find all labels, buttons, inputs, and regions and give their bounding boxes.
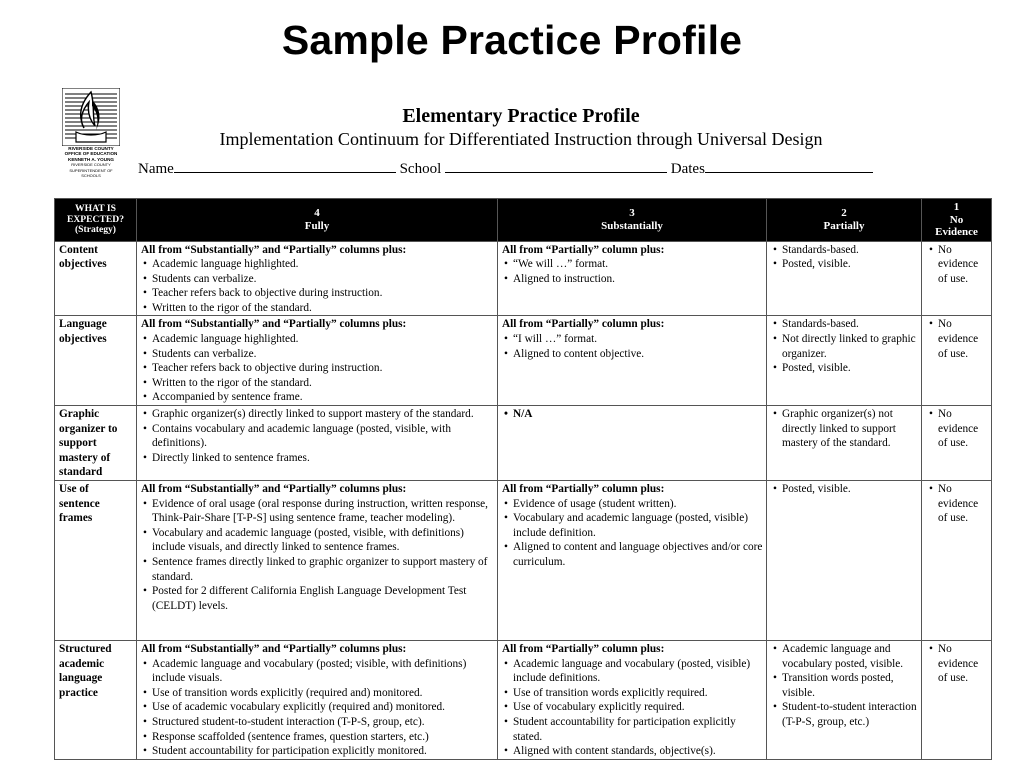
- criteria-list: [502, 657, 763, 759]
- strategy-cell: [55, 241, 137, 316]
- header-line: EXPECTED?: [66, 213, 125, 225]
- fully-cell: [137, 641, 498, 760]
- header-partially: [767, 199, 922, 242]
- partially-cell: [767, 316, 922, 406]
- list-item: • Written to the rigor of the standard.: [152, 376, 494, 391]
- table-row: [55, 641, 992, 760]
- dates-label: Dates: [670, 161, 705, 177]
- strategy-line: Structured: [59, 643, 112, 655]
- header-line: Evidence: [935, 226, 978, 238]
- strategy-line: support: [59, 437, 97, 450]
- strategy-line: language: [59, 672, 103, 685]
- list-item: • Student accountability for participation explicitly monitored.: [152, 744, 494, 759]
- strategy-line: standard: [59, 466, 103, 479]
- logo-line: KENNETH A. YOUNG: [68, 156, 114, 162]
- no-evidence-cell: [922, 481, 992, 641]
- criteria-list: [141, 332, 494, 405]
- list-item: • Academic language and vocabulary (posted, visible) include definitions.: [513, 657, 763, 686]
- partially-cell: [767, 641, 922, 760]
- school-field[interactable]: [445, 158, 667, 173]
- strategy-line: organizer to: [59, 422, 118, 435]
- practice-profile-table: [54, 198, 992, 760]
- criteria-list: [502, 332, 763, 361]
- criteria-list: [926, 407, 988, 451]
- table-row: [55, 481, 992, 641]
- list-item: • Posted, visible.: [782, 257, 918, 272]
- list-item: • Academic language highlighted.: [152, 257, 494, 272]
- list-item: • Standards-based.: [782, 243, 918, 258]
- list-item: • No evidence of use.: [938, 317, 988, 361]
- slide-title: Sample Practice Profile: [281, 17, 743, 63]
- list-item: • Evidence of oral usage (oral response during instruction, written response, Think-Pair-Share [T-P-S] using sentence frame, teacher modeling).: [152, 497, 494, 526]
- list-item: • Graphic organizer(s) directly linked to support mastery of the standard.: [152, 407, 494, 422]
- no-evidence-cell: [922, 316, 992, 406]
- strategy-line: Content: [59, 243, 98, 256]
- fully-cell: [137, 406, 498, 481]
- list-item: • Response scaffolded (sentence frames, question starters, etc.): [152, 730, 494, 745]
- strategy-line: objectives: [59, 333, 107, 346]
- list-item: • Aligned to content objective.: [513, 347, 763, 362]
- criteria-list: [771, 407, 918, 451]
- list-item: • Standards-based.: [782, 317, 918, 332]
- list-item: • Student-to-student interaction (T-P-S, group, etc.): [782, 700, 918, 729]
- list-item: • Transition words posted, visible.: [782, 671, 918, 700]
- criteria-list: [502, 497, 763, 570]
- criteria-list: [141, 657, 494, 759]
- list-item: • Evidence of usage (student written).: [513, 497, 763, 512]
- list-item: • Posted for 2 different California English Language Development Test (CELDT) levels.: [152, 584, 494, 613]
- fully-cell: [137, 316, 498, 406]
- strategy-line: sentence: [59, 497, 100, 510]
- list-item: • Use of academic vocabulary explicitly (required and) monitored.: [152, 700, 494, 715]
- list-item: • No evidence of use.: [938, 243, 988, 287]
- strategy-cell: [55, 316, 137, 406]
- criteria-list: [771, 482, 918, 497]
- document-title: Elementary Practice Profile: [402, 105, 640, 127]
- no-evidence-cell: [922, 406, 992, 481]
- criteria-list: [771, 642, 918, 730]
- list-item: • Structured student-to-student interaction (T-P-S, group, etc).: [152, 715, 494, 730]
- document-subtitle: Implementation Continuum for Differentiated Instruction through Universal Design: [219, 129, 823, 149]
- substantially-cell: [498, 241, 767, 316]
- list-item: • Posted, visible.: [782, 361, 918, 376]
- cell-lead: All from “Substantially” and “Partially” columns plus:: [141, 243, 407, 256]
- header-line: Substantially: [601, 219, 663, 232]
- criteria-list: [926, 317, 988, 361]
- list-item: • Accompanied by sentence frame.: [152, 390, 494, 405]
- list-item: • Aligned with content standards, objective(s).: [513, 744, 763, 759]
- strategy-line: Use of: [59, 483, 89, 495]
- strategy-line: objectives: [59, 258, 107, 271]
- list-item: • Student accountability for participation explicitly stated.: [513, 715, 763, 744]
- header-substantially: [498, 199, 767, 242]
- criteria-list: [141, 407, 494, 465]
- cell-lead: All from “Partially” column plus:: [502, 483, 665, 495]
- fully-cell: [137, 481, 498, 641]
- list-item: • Students can verbalize.: [152, 272, 494, 287]
- name-field[interactable]: [174, 158, 396, 173]
- header-strategy: [55, 199, 137, 242]
- list-item: • No evidence of use.: [938, 407, 988, 451]
- header-no-evidence: [922, 199, 992, 242]
- logo-caption: [60, 146, 122, 178]
- header-line: 3: [629, 207, 635, 220]
- criteria-list: [502, 257, 763, 286]
- strategy-line: Graphic: [59, 408, 100, 421]
- list-item: • Academic language highlighted.: [152, 332, 494, 347]
- header-line: No: [949, 213, 964, 226]
- header-line: 4: [314, 207, 320, 220]
- table-row: [55, 406, 992, 481]
- strategy-line: academic: [59, 657, 105, 670]
- list-item: • Academic language and vocabulary posted, visible.: [782, 642, 918, 671]
- list-item: • Aligned to instruction.: [513, 272, 763, 287]
- table-header-row: [55, 199, 992, 242]
- list-item: • Posted, visible.: [782, 482, 918, 497]
- criteria-list: [502, 407, 763, 422]
- list-item: • Academic language and vocabulary (posted; visible, with definitions) include visuals.: [152, 657, 494, 686]
- strategy-line: Language: [59, 318, 107, 331]
- strategy-cell: [55, 406, 137, 481]
- logo-line: OFFICE OF EDUCATION: [64, 151, 118, 157]
- no-evidence-cell: [922, 241, 992, 316]
- list-item: • Teacher refers back to objective during instruction.: [152, 361, 494, 376]
- list-item: • Sentence frames directly linked to graphic organizer to support mastery of standard.: [152, 555, 494, 584]
- strategy-line: frames: [59, 512, 93, 525]
- cell-lead: All from “Partially” column plus:: [502, 243, 665, 256]
- partially-cell: [767, 406, 922, 481]
- list-item: • Vocabulary and academic language (posted, visible, with definitions) include visuals, and directly linked to sentence frames.: [152, 526, 494, 555]
- header-fields: [138, 158, 918, 178]
- list-item: • Students can verbalize.: [152, 347, 494, 362]
- logo-line: RIVERSIDE COUNTY: [68, 146, 114, 151]
- substantially-cell: [498, 641, 767, 760]
- riverside-county-logo: [60, 88, 122, 179]
- header-fully: [137, 199, 498, 242]
- header-line: Fully: [304, 219, 330, 232]
- list-item: • No evidence of use.: [938, 642, 988, 686]
- criteria-list: [141, 257, 494, 315]
- list-item: • Teacher refers back to objective during instruction.: [152, 286, 494, 301]
- criteria-list: [141, 497, 494, 614]
- partially-cell: [767, 481, 922, 641]
- list-item: • Use of transition words explicitly required.: [513, 686, 763, 701]
- header-line: (Strategy): [74, 223, 117, 235]
- cell-lead: All from “Partially” column plus:: [502, 318, 665, 331]
- no-evidence-cell: [922, 641, 992, 760]
- cell-lead: All from “Substantially” and “Partially” columns plus:: [141, 483, 407, 495]
- list-item: • Written to the rigor of the standard.: [152, 301, 494, 316]
- header-line: 1: [953, 201, 960, 213]
- criteria-list: [771, 243, 918, 272]
- list-item: • “I will …” format.: [513, 332, 763, 347]
- criteria-list: [771, 317, 918, 375]
- table-row: [55, 241, 992, 316]
- substantially-cell: [498, 481, 767, 641]
- list-item: • Use of vocabulary explicitly required.: [513, 700, 763, 715]
- cell-lead: All from “Partially” column plus:: [502, 643, 665, 655]
- criteria-list: [926, 482, 988, 526]
- strategy-line: mastery of: [59, 451, 111, 464]
- header-line: WHAT IS: [75, 203, 116, 215]
- name-label: Name: [138, 161, 174, 177]
- logo-line: RIVERSIDE COUNTY SUPERINTENDENT OF SCHOOLS: [69, 162, 113, 179]
- strategy-cell: [55, 481, 137, 641]
- list-item: • “We will …” format.: [513, 257, 763, 272]
- list-item: • Graphic organizer(s) not directly linked to support mastery of the standard.: [782, 407, 918, 451]
- criteria-list: [926, 243, 988, 287]
- list-item: • Contains vocabulary and academic language (posted, visible, with definitions).: [152, 422, 494, 451]
- list-item: • N/A: [513, 407, 763, 422]
- fully-cell: [137, 241, 498, 316]
- list-item: • Directly linked to sentence frames.: [152, 451, 494, 466]
- list-item: • No evidence of use.: [938, 482, 988, 526]
- substantially-cell: [498, 406, 767, 481]
- table-row: [55, 316, 992, 406]
- strategy-line: practice: [59, 686, 98, 699]
- school-label: School: [399, 161, 442, 177]
- strategy-cell: [55, 641, 137, 760]
- cell-lead: All from “Substantially” and “Partially” columns plus:: [141, 318, 407, 331]
- substantially-cell: [498, 316, 767, 406]
- list-item: • Not directly linked to graphic organizer.: [782, 332, 918, 361]
- list-item: • Use of transition words explicitly (required and) monitored.: [152, 686, 494, 701]
- list-item: • Vocabulary and academic language (posted, visible) include definition.: [513, 511, 763, 540]
- header-line: Partially: [823, 219, 865, 232]
- partially-cell: [767, 241, 922, 316]
- flame-emblem-icon: [62, 88, 120, 146]
- cell-lead: All from “Substantially” and “Partially” columns plus:: [141, 643, 407, 655]
- list-item: • Aligned to content and language objectives and/or core curriculum.: [513, 540, 763, 569]
- dates-field[interactable]: [705, 158, 873, 173]
- header-line: 2: [841, 207, 847, 220]
- criteria-list: [926, 642, 988, 686]
